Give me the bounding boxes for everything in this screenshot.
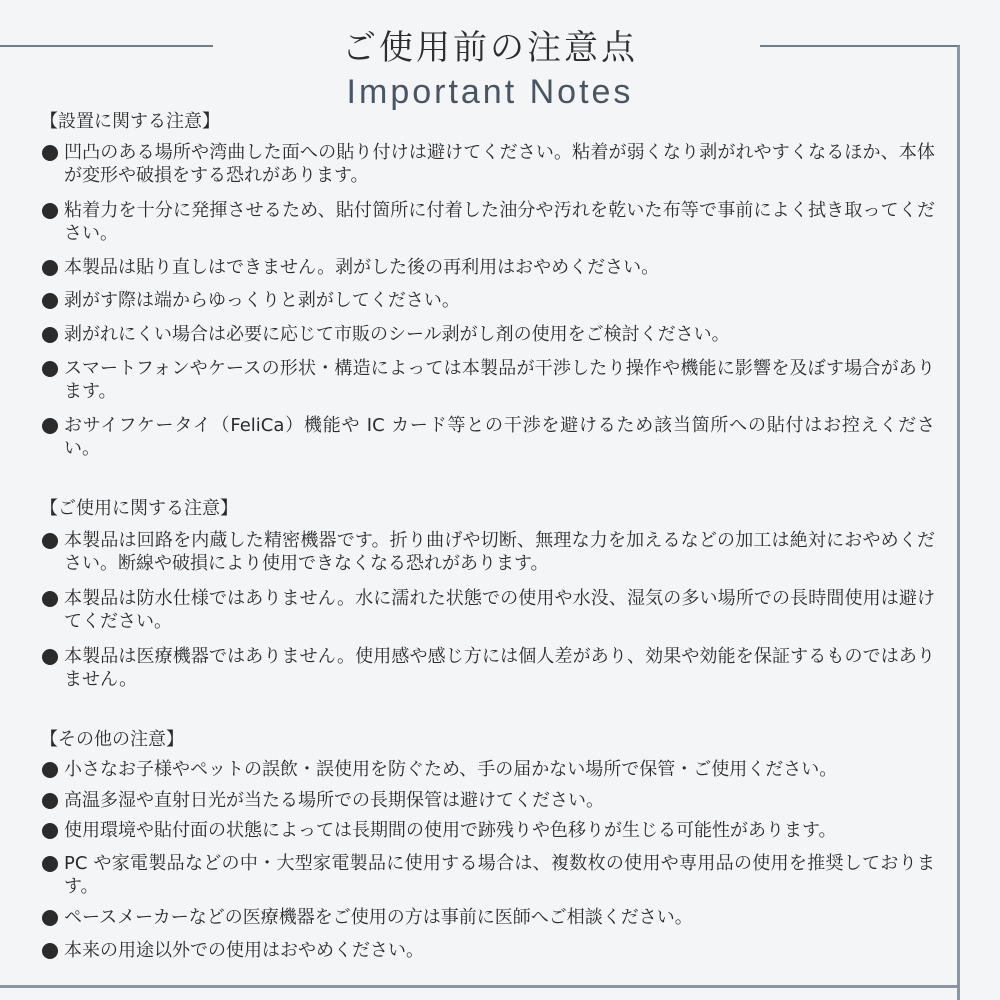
list-item-text: 高温多湿や直射日光が当たる場所での長期保管は避けてください。: [64, 790, 604, 811]
bullet-icon: [42, 327, 58, 343]
list-item-text: 小さなお子様やペットの誤飲・誤使用を防ぐため、手の届かない場所で保管・ご使用ください。: [64, 759, 838, 780]
header-rule-left: [0, 45, 213, 47]
list-item-text: おサイフケータイ（FeliCa）機能や IC カード等との干渉を避けるため該当箇所への貼付はお控えください。: [64, 415, 935, 459]
bullet-icon: [42, 856, 58, 872]
section-heading-usage: 【ご使用に関する注意】: [40, 498, 238, 519]
list-item: [40, 819, 935, 842]
list-item-text: 本製品は医療機器ではありません。使用感や感じ方には個人差があり、効果や効能を保証するものではありません。: [64, 646, 935, 690]
frame-border-right: [957, 46, 960, 1000]
bullet-icon: [42, 418, 58, 434]
list-item: [40, 587, 935, 633]
list-item-text: 凹凸のある場所や湾曲した面への貼り付けは避けてください。粘着が弱くなり剥がれやすくなるほか、本体が変形や破損をする恐れがあります。: [64, 142, 935, 186]
list-item: [40, 906, 935, 929]
bullet-icon: [42, 361, 58, 377]
list-item-text: 本製品は回路を内蔵した精密機器です。折り曲げや切断、無理な力を加えるなどの加工は絶対におやめください。断線や破損により使用できなくなる恐れがあります。: [64, 530, 935, 574]
list-item-text: 剥がす際は端からゆっくりと剥がしてください。: [64, 290, 460, 311]
section-heading-installation: 【設置に関する注意】: [40, 111, 220, 132]
bullet-icon: [42, 910, 58, 926]
bullet-icon: [42, 533, 58, 549]
list-item: [40, 939, 935, 962]
list-item-text: PC や家電製品などの中・大型家電製品に使用する場合は、複数枚の使用や専用品の使用を推奨しております。: [64, 853, 935, 897]
bullet-icon: [42, 145, 58, 161]
list-item: [40, 256, 935, 279]
bullet-icon: [42, 591, 58, 607]
bullet-icon: [42, 762, 58, 778]
list-item-text: 本製品は貼り直しはできません。剥がした後の再利用はおやめください。: [64, 257, 660, 278]
bullet-icon: [42, 793, 58, 809]
page-title-japanese: ご使用前の注意点: [342, 28, 638, 68]
list-item: [40, 141, 935, 187]
list-item: [40, 529, 935, 575]
bullet-icon: [42, 293, 58, 309]
list-item: [40, 199, 935, 245]
list-item: [40, 758, 935, 781]
page-title-english: Important Notes: [346, 73, 634, 111]
list-item-text: 剥がれにくい場合は必要に応じて市販のシール剥がし剤の使用をご検討ください。: [64, 324, 730, 345]
list-item: [40, 852, 935, 898]
list-item: [40, 357, 935, 403]
list-item-text: 本製品は防水仕様ではありません。水に濡れた状態での使用や水没、湿気の多い場所での長時間使用は避けてください。: [64, 588, 935, 632]
bullet-icon: [42, 203, 58, 219]
list-item-text: 本来の用途以外での使用はおやめください。: [64, 940, 424, 961]
list-item: [40, 414, 935, 460]
bullet-icon: [42, 260, 58, 276]
header-rule-right: [760, 45, 960, 47]
list-item: [40, 323, 935, 346]
list-item: [40, 645, 935, 691]
list-item-text: スマートフォンやケースの形状・構造によっては本製品が干渉したり操作や機能に影響を及ぼす場合があります。: [64, 358, 935, 402]
list-item: [40, 789, 935, 812]
bullet-icon: [42, 649, 58, 665]
list-item: [40, 289, 935, 312]
list-item-text: 粘着力を十分に発揮させるため、貼付箇所に付着した油分や汚れを乾いた布等で事前によく拭き取ってください。: [64, 200, 935, 244]
section-heading-other: 【その他の注意】: [40, 729, 184, 750]
list-item-text: 使用環境や貼付面の状態によっては長期間の使用で跡残りや色移りが生じる可能性があります。: [64, 820, 837, 841]
bullet-icon: [42, 943, 58, 959]
list-item-text: ペースメーカーなどの医療機器をご使用の方は事前に医師へご相談ください。: [64, 907, 693, 928]
bullet-icon: [42, 823, 58, 839]
frame-border-bottom: [0, 985, 960, 988]
